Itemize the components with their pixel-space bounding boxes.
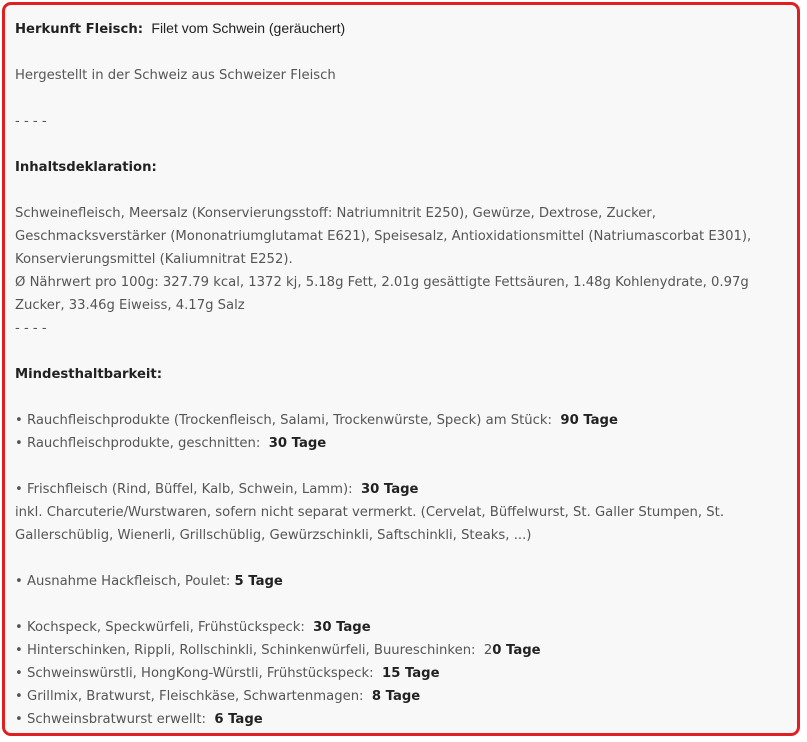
shelf-life-item: • Rauchfleischprodukte (Trockenfleisch, Salami, Trockenwürste, Speck) am Stück: 90 Tage bbox=[15, 413, 618, 428]
origin-label: Herkunft Fleisch: bbox=[15, 22, 143, 37]
shelf-life-days: 5 Tage bbox=[234, 574, 283, 589]
ingredients-heading: Inhaltsdeklaration: bbox=[15, 160, 157, 175]
separator: - - - - bbox=[15, 114, 47, 129]
shelf-life-days: 90 Tage bbox=[560, 413, 618, 428]
shelf-life-days: 6 Tage bbox=[214, 712, 263, 727]
ingredients-text: Schweinefleisch, Meersalz (Konservierungsstoff: Natriumnitrit E250), Gewürze, Dextrose, Zucker, Geschmacksverstärker (Mononatriumglutamat E621), Speisesalz, Antioxidationsmittel (Natriumascorbat E301), Konservierungsmittel (Kaliumnitrat E252). bbox=[15, 206, 752, 267]
shelf-life-item: • Grillmix, Bratwurst, Fleischkäse, Schwartenmagen: 8 Tage bbox=[15, 689, 421, 704]
product-info-panel bbox=[2, 2, 800, 736]
shelf-life-item: • Ausnahme Hackfleisch, Poulet: 5 Tage bbox=[15, 574, 283, 589]
nutrition-text: Ø Nährwert pro 100g: 327.79 kcal, 1372 kj, 5.18g Fett, 2.01g gesättigte Fettsäuren, 1.48g Kohlenydrate, 0.97g Zucker, 33.46g Eiweiss, 4.17g Salz bbox=[15, 275, 749, 313]
shelf-life-days: 0 Tage bbox=[492, 643, 541, 658]
shelf-life-days-prefix: 2 bbox=[483, 643, 493, 658]
fresh-note: inkl. Charcuterie/Wurstwaren, sofern nicht separat vermerkt. (Cervelat, Büffelwurst, St. Galler Stumpen, St. Gallerschüblig, Wienerli, Grillschüblig, Gewürzschinkli, Saftschinkli, Steaks, ...) bbox=[15, 505, 725, 543]
shelf-life-item: • Schweinsbratwurst erwellt: 6 Tage bbox=[15, 712, 263, 727]
shelf-life-days: 30 Tage bbox=[313, 620, 371, 635]
shelf-life-heading: Mindesthaltbarkeit: bbox=[15, 367, 162, 382]
product-info-content bbox=[15, 17, 795, 731]
separator: - - - - bbox=[15, 321, 47, 336]
shelf-life-item: • Kochspeck, Speckwürfeli, Frühstückspeck: 30 Tage bbox=[15, 620, 371, 635]
shelf-life-days: 15 Tage bbox=[382, 666, 440, 681]
made-in-text: Hergestellt in der Schweiz aus Schweizer Fleisch bbox=[15, 68, 336, 83]
shelf-life-days: 8 Tage bbox=[371, 689, 421, 704]
origin-value: Filet vom Schwein (geräuchert) bbox=[151, 20, 346, 36]
shelf-life-item: • Frischfleisch (Rind, Büffel, Kalb, Schwein, Lamm): 30 Tage bbox=[15, 482, 419, 497]
shelf-life-item: • Rauchfleischprodukte, geschnitten: 30 Tage bbox=[15, 436, 327, 451]
shelf-life-item: • Schweinswürstli, HongKong-Würstli, Frühstückspeck: 15 Tage bbox=[15, 666, 440, 681]
shelf-life-item: • Hinterschinken, Rippli, Rollschinkli, Schinkenwürfeli, Buureschinken: 20 Tage bbox=[15, 643, 541, 658]
origin-line bbox=[15, 17, 795, 41]
shelf-life-days: 30 Tage bbox=[268, 436, 327, 451]
shelf-life-days: 30 Tage bbox=[360, 482, 419, 497]
